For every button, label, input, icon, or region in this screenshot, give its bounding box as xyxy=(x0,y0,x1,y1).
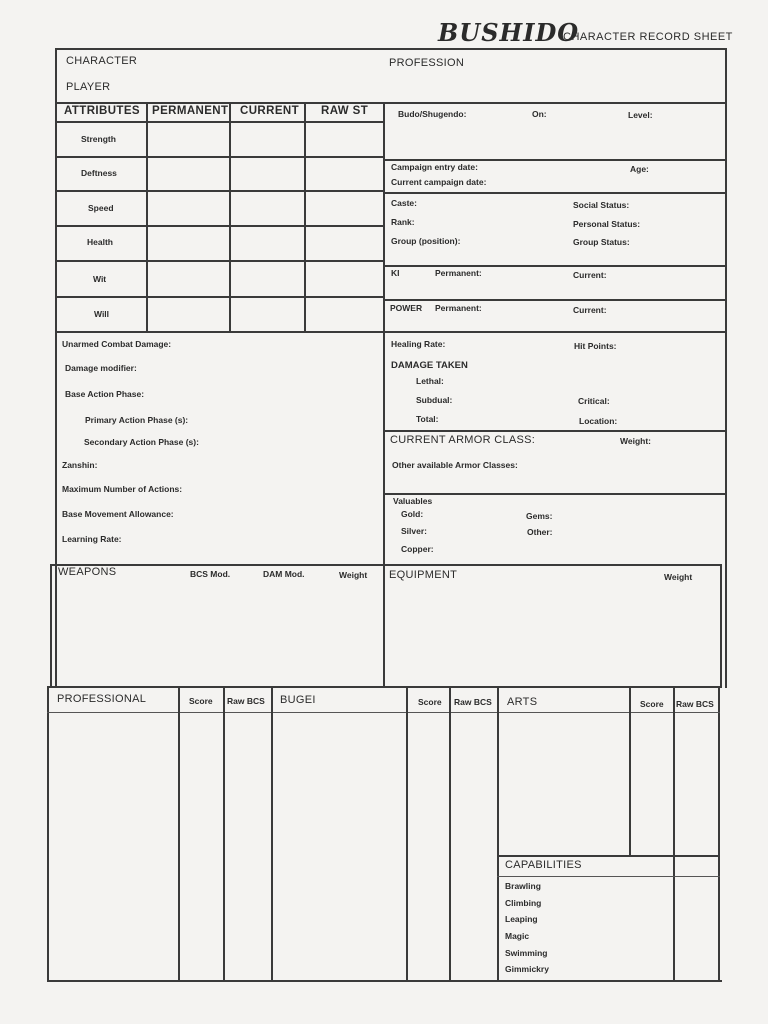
base-action-label: Base Action Phase: xyxy=(65,389,145,399)
healing-rate-label: Healing Rate: xyxy=(391,339,446,349)
on-label: On: xyxy=(532,109,547,119)
attr-row-line xyxy=(55,260,385,262)
level-label: Level: xyxy=(628,110,653,120)
arts-score: Score xyxy=(640,699,664,709)
character-label: CHARACTER xyxy=(66,55,138,67)
bugei-title: BUGEI xyxy=(280,694,316,706)
weapons-top-line xyxy=(50,564,722,566)
power-permanent-label: Permanent: xyxy=(435,303,482,313)
primary-action-label: Primary Action Phase (s): xyxy=(85,415,189,425)
raw-st-header: RAW ST xyxy=(321,105,369,117)
bugei-raw-bcs: Raw BCS xyxy=(454,697,492,707)
attr-health: Health xyxy=(87,237,113,247)
bugei-score: Score xyxy=(418,697,442,707)
attributes-header: ATTRIBUTES xyxy=(64,105,140,117)
valuables-label: Valuables xyxy=(393,496,433,506)
skills-col-bugei-raw xyxy=(449,686,451,982)
damage-block-bottom xyxy=(383,430,727,432)
rank-label: Rank: xyxy=(391,217,415,227)
equipment-weight: Weight xyxy=(664,572,693,582)
bushido-logo: BUSHIDO xyxy=(438,18,580,47)
budo-block-bottom xyxy=(383,159,727,161)
total-label: Total: xyxy=(416,414,439,424)
skills-col-arts-raw xyxy=(673,686,675,982)
skills-bottom xyxy=(47,980,722,982)
weapons-weight: Weight xyxy=(339,570,368,580)
movement-label: Base Movement Allowance: xyxy=(62,509,174,519)
armor-block-bottom xyxy=(383,493,727,495)
secondary-action-label: Secondary Action Phase (s): xyxy=(84,437,199,447)
skills-left xyxy=(47,686,49,982)
ki-permanent-label: Permanent: xyxy=(435,268,482,278)
skills-col-arts-score xyxy=(629,686,631,856)
gold-label: Gold: xyxy=(401,509,424,519)
capability-leaping: Leaping xyxy=(505,914,538,924)
equipment-title: EQUIPMENT xyxy=(389,569,458,581)
attr-deftness: Deftness xyxy=(81,168,117,178)
zanshin-label: Zanshin: xyxy=(62,460,98,470)
budo-label: Budo/Shugendo: xyxy=(398,109,467,119)
player-label: PLAYER xyxy=(66,81,111,93)
top-box-bottom xyxy=(55,102,727,104)
arts-raw-bcs: Raw BCS xyxy=(676,699,714,709)
skills-header-line xyxy=(47,712,720,713)
profession-label: PROFESSION xyxy=(389,57,465,69)
capability-climbing: Climbing xyxy=(505,898,542,908)
equipment-right xyxy=(720,564,722,687)
copper-label: Copper: xyxy=(401,544,434,554)
professional-raw-bcs: Raw BCS xyxy=(227,696,265,706)
frame-top xyxy=(55,48,727,50)
armor-weight-label: Weight: xyxy=(620,436,652,446)
critical-label: Critical: xyxy=(578,396,610,406)
other-armor-label: Other available Armor Classes: xyxy=(392,460,518,470)
professional-score: Score xyxy=(189,696,213,706)
lethal-label: Lethal: xyxy=(416,376,444,386)
sheet-subtitle: CHARACTER RECORD SHEET xyxy=(563,31,733,43)
capabilities-top xyxy=(497,855,720,857)
current-date-label: Current campaign date: xyxy=(391,177,487,187)
attr-wit: Wit xyxy=(93,274,107,284)
ki-current-label: Current: xyxy=(573,270,607,280)
attr-will: Will xyxy=(94,309,110,319)
gems-label: Gems: xyxy=(526,511,553,521)
ki-block-bottom xyxy=(383,299,727,301)
current-header: CURRENT xyxy=(240,105,300,117)
capability-gimmickry: Gimmickry xyxy=(505,964,549,974)
ki-label: KI xyxy=(391,268,400,278)
permanent-header: PERMANENT xyxy=(152,105,229,117)
social-status-label: Social Status: xyxy=(573,200,630,210)
arts-title: ARTS xyxy=(507,696,538,708)
skills-col-bugei-score xyxy=(406,686,408,982)
capability-swimming: Swimming xyxy=(505,948,548,958)
silver-label: Silver: xyxy=(401,526,427,536)
capability-magic: Magic xyxy=(505,931,530,941)
attr-strength: Strength xyxy=(81,134,116,144)
weapons-left xyxy=(50,564,52,687)
frame-left xyxy=(55,48,57,688)
power-current-label: Current: xyxy=(573,305,607,315)
skills-col-prof-score xyxy=(178,686,180,982)
hit-points-label: Hit Points: xyxy=(574,341,617,351)
skills-col-prof-raw xyxy=(223,686,225,982)
learning-rate-label: Learning Rate: xyxy=(62,534,122,544)
skills-top-line xyxy=(47,686,722,688)
professional-title: PROFESSIONAL xyxy=(57,693,147,705)
skills-col-bugei xyxy=(271,686,273,982)
frame-right xyxy=(725,48,727,688)
group-position-label: Group (position): xyxy=(391,236,461,246)
weapons-bcs-mod: BCS Mod. xyxy=(190,569,231,579)
campaign-entry-label: Campaign entry date: xyxy=(391,162,478,172)
damage-taken-label: DAMAGE TAKEN xyxy=(391,360,468,371)
attr-row-line xyxy=(55,190,385,192)
max-actions-label: Maximum Number of Actions: xyxy=(62,484,183,494)
attributes-header-line xyxy=(55,121,385,123)
skills-col-arts xyxy=(497,686,499,982)
weapons-title: WEAPONS xyxy=(58,566,117,578)
capabilities-header-line xyxy=(497,876,720,877)
group-status-label: Group Status: xyxy=(573,237,630,247)
attr-row-line xyxy=(55,296,385,298)
damage-modifier-label: Damage modifier: xyxy=(65,363,137,373)
capability-brawling: Brawling xyxy=(505,881,541,891)
weapons-dam-mod: DAM Mod. xyxy=(263,569,305,579)
attr-speed: Speed xyxy=(88,203,114,213)
caste-label: Caste: xyxy=(391,198,417,208)
location-label: Location: xyxy=(579,416,618,426)
status-block-bottom xyxy=(383,265,727,267)
attr-row-line xyxy=(55,156,385,158)
attr-row-line xyxy=(55,225,385,227)
power-label: POWER xyxy=(390,303,423,313)
capabilities-title: CAPABILITIES xyxy=(505,859,582,871)
subdual-label: Subdual: xyxy=(416,395,453,405)
other-label: Other: xyxy=(527,527,553,537)
unarmed-damage-label: Unarmed Combat Damage: xyxy=(62,339,172,349)
armor-class-label: CURRENT ARMOR CLASS: xyxy=(390,434,536,446)
skills-right xyxy=(718,686,720,982)
attr-bottom-line xyxy=(55,331,727,333)
personal-status-label: Personal Status: xyxy=(573,219,641,229)
age-label: Age: xyxy=(630,164,649,174)
dates-block-bottom xyxy=(383,192,727,194)
